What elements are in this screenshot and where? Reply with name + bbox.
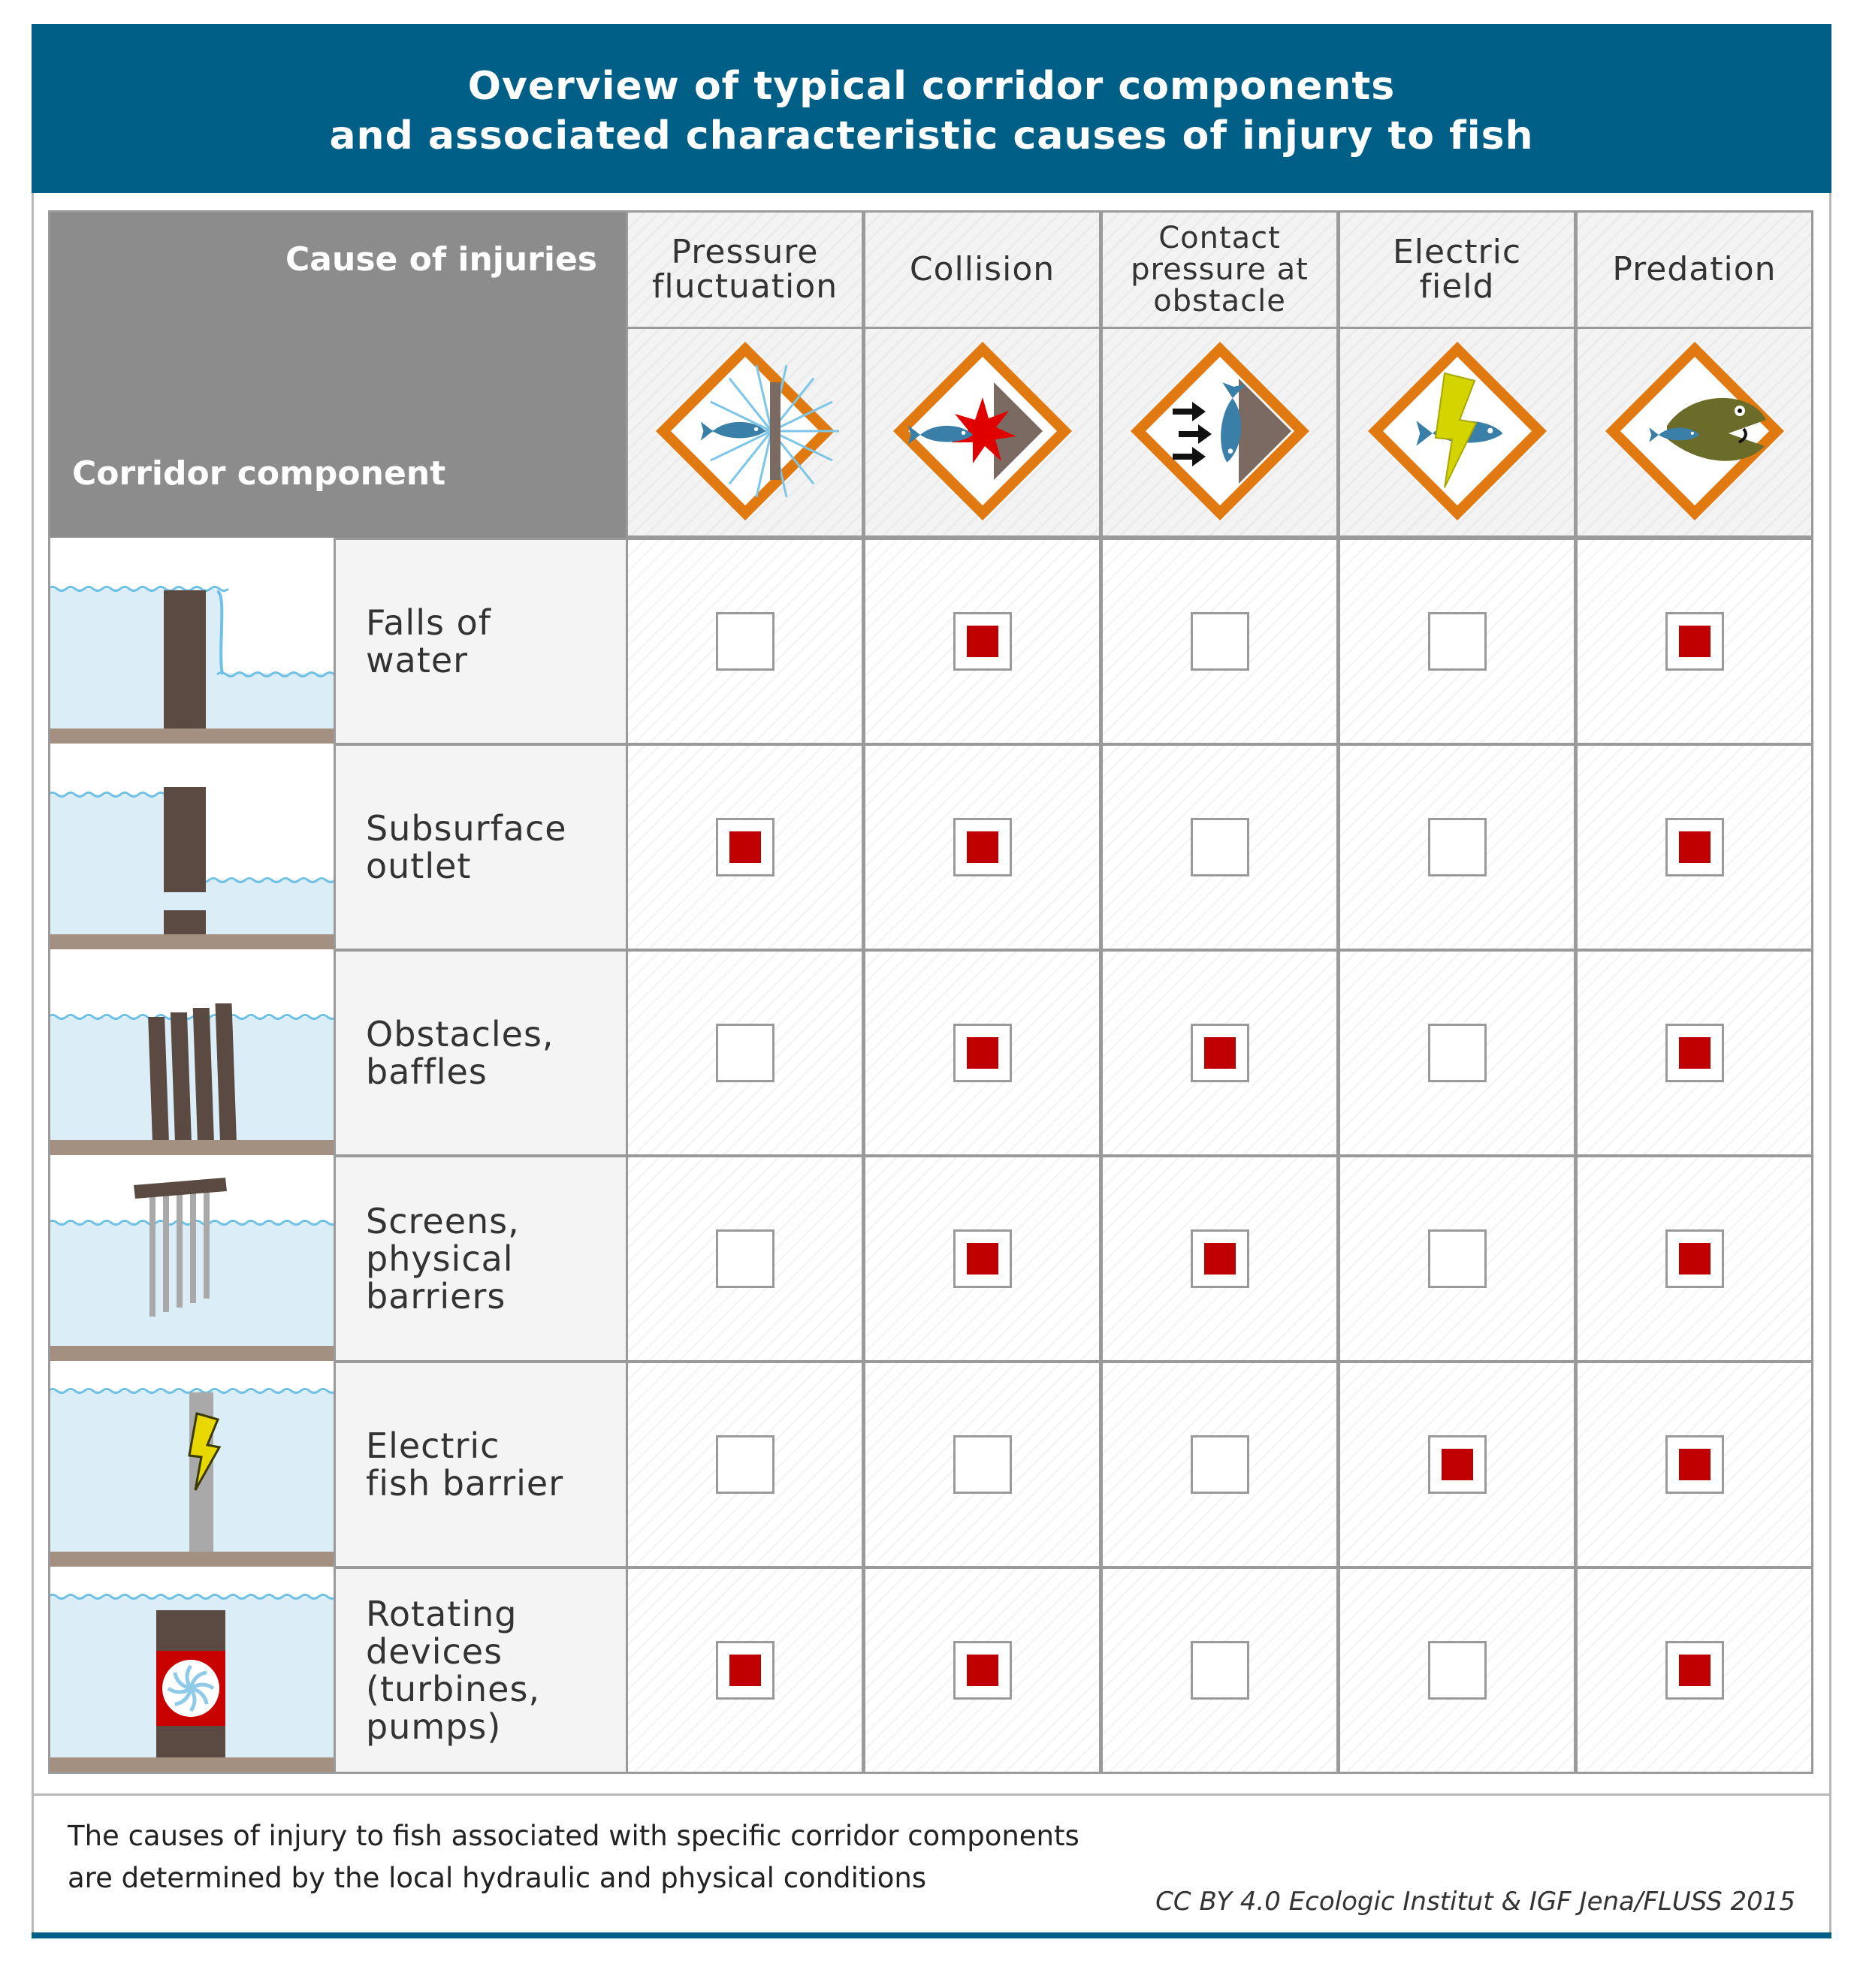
component-label-text: Screens, physical barriers — [366, 1201, 520, 1317]
checked-box — [953, 1024, 1012, 1082]
matrix-cell — [1338, 1567, 1576, 1774]
matrix-cell — [1575, 1567, 1813, 1774]
check-mark — [1204, 1037, 1236, 1069]
matrix-cell — [1101, 1155, 1339, 1362]
checked-box — [1665, 1435, 1724, 1494]
electric-field-icon — [1363, 337, 1551, 528]
matrix-cell — [1338, 1155, 1576, 1362]
matrix-cell — [863, 744, 1101, 951]
matrix-cell — [1575, 538, 1813, 745]
matrix-cell — [1338, 744, 1576, 951]
matrix-cell — [1575, 1155, 1813, 1362]
checked-box — [716, 1641, 774, 1700]
component-label-6 — [334, 1567, 628, 1774]
matrix-cell — [863, 1155, 1101, 1362]
credit-line: CC BY 4.0 Ecologic Institut & IGF Jena/FLUSS 2015 — [1155, 1887, 1795, 1917]
empty-box — [716, 612, 774, 671]
matrix-cell — [1101, 1567, 1339, 1774]
component-label-text: Subsurface outlet — [366, 808, 567, 886]
check-mark — [967, 831, 998, 863]
matrix-cell — [626, 949, 864, 1157]
empty-box — [1191, 818, 1249, 876]
title-line-1: Overview of typical corridor components — [467, 64, 1396, 109]
obstacles-baffles-illustration — [48, 949, 336, 1157]
electric-barrier-illustration — [48, 1361, 336, 1568]
matrix-cell — [1101, 949, 1339, 1157]
empty-box — [953, 1435, 1012, 1494]
check-mark — [1679, 1243, 1711, 1275]
cause-icon-cell-4 — [1338, 327, 1576, 538]
title-line-2: and associated characteristic causes of injury to fish — [329, 113, 1534, 158]
cause-header-1: Pressure fluctuation — [626, 210, 864, 329]
matrix-cell — [1338, 1361, 1576, 1568]
screens-barriers-illustration — [48, 1155, 336, 1362]
component-label-text: Falls of water — [366, 602, 491, 680]
checked-box — [953, 1229, 1012, 1288]
frame-border-left — [32, 193, 34, 1938]
check-mark — [729, 1655, 761, 1686]
component-label-3 — [334, 949, 628, 1157]
checked-box — [1665, 1229, 1724, 1288]
matrix-cell — [863, 1567, 1101, 1774]
subsurface-outlet-illustration — [48, 744, 336, 951]
component-label-1 — [334, 538, 628, 745]
checked-box — [1191, 1229, 1249, 1288]
rotating-devices-illustration — [48, 1567, 336, 1774]
checked-box — [1191, 1024, 1249, 1082]
checked-box — [953, 1641, 1012, 1700]
check-mark — [1679, 831, 1711, 863]
matrix-cell — [1575, 744, 1813, 951]
cause-header-5: Predation — [1575, 210, 1813, 329]
footer-line-2: are determined by the local hydraulic and physical conditions — [68, 1862, 927, 1894]
check-mark — [967, 1037, 998, 1069]
cause-header-3: Contact pressure at obstacle — [1101, 210, 1339, 329]
empty-box — [716, 1024, 774, 1082]
check-mark — [967, 626, 998, 657]
matrix-cell — [626, 1155, 864, 1362]
footer-divider — [32, 1793, 1831, 1796]
cause-of-injuries-label: Cause of injuries — [285, 240, 597, 279]
checked-box — [1665, 612, 1724, 671]
check-mark — [967, 1655, 998, 1686]
matrix-cell — [1575, 1361, 1813, 1568]
collision-icon — [889, 337, 1076, 528]
cause-icon-cell-3 — [1101, 327, 1339, 538]
matrix-cell — [863, 538, 1101, 745]
check-mark — [1679, 626, 1711, 657]
check-mark — [1204, 1243, 1236, 1275]
component-label-text: Rotating devices (turbines, pumps) — [366, 1594, 541, 1747]
empty-box — [1428, 1641, 1487, 1700]
checked-box — [1665, 1641, 1724, 1700]
checked-box — [1665, 1024, 1724, 1082]
frame-border-right — [1829, 193, 1831, 1938]
corridor-component-label: Corridor component — [72, 454, 446, 493]
footer-line-1: The causes of injury to fish associated with specific corridor components — [68, 1820, 1079, 1852]
check-mark — [1679, 1037, 1711, 1069]
predation-icon — [1601, 337, 1789, 528]
checked-box — [953, 818, 1012, 876]
component-label-text: Electric fish barrier — [366, 1425, 564, 1504]
cause-icon-cell-2 — [863, 327, 1101, 538]
checked-box — [716, 818, 774, 876]
check-mark — [1679, 1449, 1711, 1480]
empty-box — [716, 1229, 774, 1288]
check-mark — [1442, 1449, 1473, 1480]
empty-box — [1428, 1229, 1487, 1288]
check-mark — [729, 831, 761, 863]
matrix-cell — [863, 949, 1101, 1157]
footer-note — [68, 1815, 1079, 1899]
component-label-2 — [334, 744, 628, 951]
cause-icon-cell-1 — [626, 327, 864, 538]
matrix-cell — [1338, 949, 1576, 1157]
checked-box — [953, 612, 1012, 671]
matrix-cell — [626, 1361, 864, 1568]
empty-box — [1191, 1641, 1249, 1700]
cause-icon-cell-5 — [1575, 327, 1813, 538]
empty-box — [1191, 612, 1249, 671]
component-label-4 — [334, 1155, 628, 1362]
pressure-fluctuation-icon — [651, 337, 839, 528]
component-label-5 — [334, 1361, 628, 1568]
matrix-cell — [1338, 538, 1576, 745]
injury-matrix — [48, 210, 1813, 1774]
check-mark — [1679, 1655, 1711, 1686]
matrix-corner-header — [48, 210, 626, 538]
matrix-cell — [863, 1361, 1101, 1568]
empty-box — [1428, 1024, 1487, 1082]
checked-box — [1428, 1435, 1487, 1494]
component-label-text: Obstacles, baffles — [366, 1014, 554, 1092]
empty-box — [1428, 818, 1487, 876]
cause-header-4: Electric field — [1338, 210, 1576, 329]
cause-header-2: Collision — [863, 210, 1101, 329]
title-banner — [32, 24, 1831, 193]
matrix-cell — [1575, 949, 1813, 1157]
matrix-cell — [1101, 538, 1339, 745]
falls-of-water-illustration — [48, 538, 336, 745]
contact-pressure-icon — [1126, 337, 1314, 528]
matrix-cell — [626, 744, 864, 951]
checked-box — [1665, 818, 1724, 876]
matrix-cell — [1101, 744, 1339, 951]
matrix-cell — [626, 1567, 864, 1774]
matrix-cell — [626, 538, 864, 745]
empty-box — [716, 1435, 774, 1494]
empty-box — [1428, 612, 1487, 671]
bottom-bar — [32, 1932, 1831, 1938]
check-mark — [967, 1243, 998, 1275]
matrix-cell — [1101, 1361, 1339, 1568]
empty-box — [1191, 1435, 1249, 1494]
